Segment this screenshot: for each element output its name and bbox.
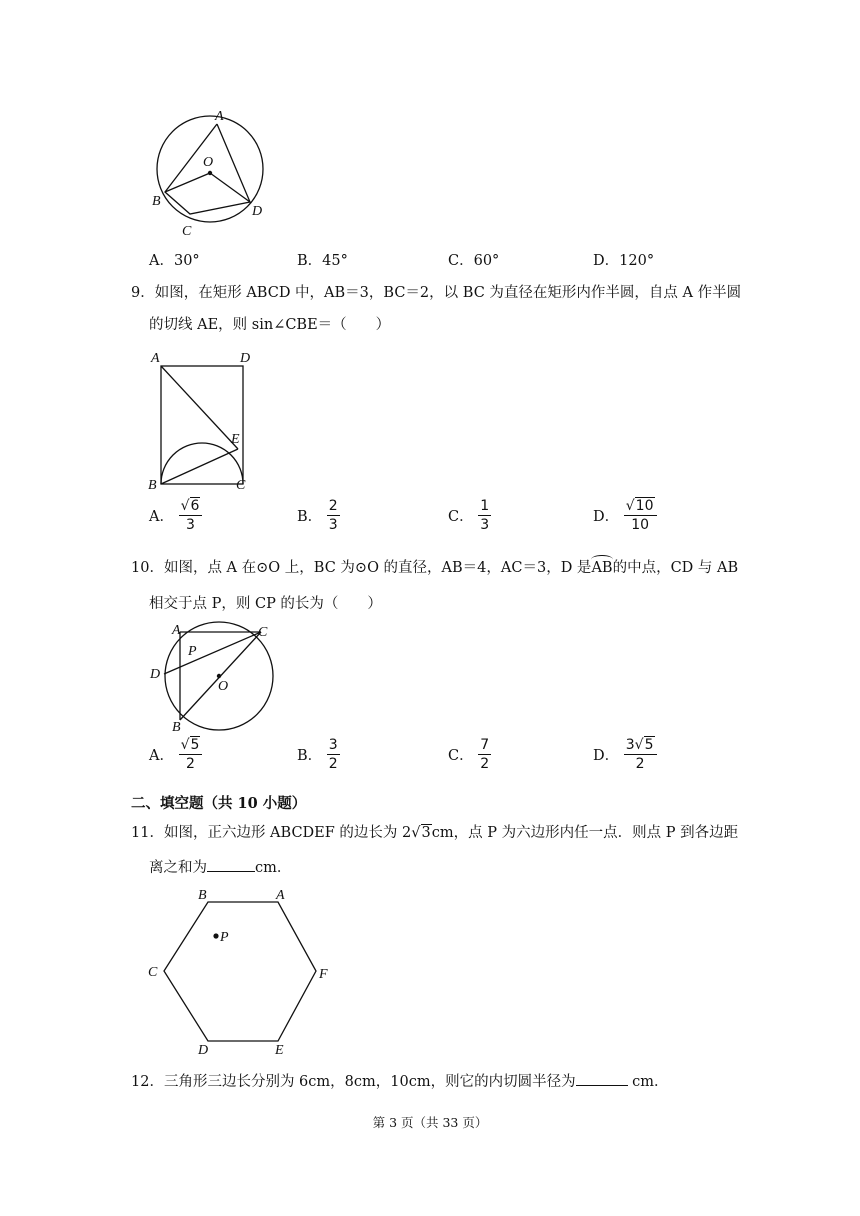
q9-label-b: B — [148, 478, 157, 493]
q10-label-c: C — [258, 625, 268, 640]
q12-answer-blank[interactable] — [576, 1073, 628, 1086]
q8-option-d: D．120° — [593, 253, 655, 269]
q11-label-a: A — [276, 888, 285, 903]
q9-label-e: E — [231, 432, 240, 447]
q9-option-d: D． $\frac{√10}{10}$ — [593, 498, 657, 533]
q10-option-c: C． $\frac{7}{2}$ — [448, 737, 490, 772]
q8-label-d: D — [252, 204, 263, 219]
q10-label-a: A — [172, 623, 181, 638]
q11-label-e: E — [275, 1043, 284, 1058]
q10-option-d: D． $\frac{3√5}{2}$ — [593, 737, 657, 772]
q9-label-d: D — [240, 351, 251, 366]
q8-label-b: B — [152, 194, 161, 209]
q10-option-a: A． $\frac{√5}{2}$ — [149, 737, 202, 772]
q8-option-a: A．30° — [149, 253, 200, 269]
q8-option-c: C．60° — [448, 253, 500, 269]
q11-figure — [140, 885, 340, 1060]
q9-label-a: A — [151, 351, 160, 366]
q10-figure — [140, 618, 290, 738]
q9-option-b: B． $\frac{2}{3}$ — [297, 498, 338, 533]
q9-stem-line2: 的切线 AE，则 sin∠CBE＝（ ） — [149, 317, 391, 333]
q11-stem-line1: 11．如图，正六边形 ABCDEF 的边长为 2√3cm，点 P 为六边形内任一点．则点 P 到各边距 — [131, 825, 739, 841]
q11-label-p: P — [220, 930, 229, 945]
q11-label-b: B — [198, 888, 207, 903]
q8-label-c: C — [182, 224, 192, 239]
q10-stem-line1: 10．如图，点 A 在⊙O 上，BC 为⊙O 的直径，AB＝4，AC＝3，D 是AB的中点，CD 与 AB — [131, 560, 739, 576]
q10-label-p: P — [188, 644, 197, 659]
q8-label-a: A — [215, 109, 224, 124]
q9-option-c: C． $\frac{1}{3}$ — [448, 498, 490, 533]
q8-label-o: O — [203, 155, 214, 170]
page-footer: 第 3 页（共 33 页） — [372, 1115, 488, 1130]
q10-option-b: B． $\frac{3}{2}$ — [297, 737, 338, 772]
q10-label-o: O — [218, 679, 229, 694]
q12-stem: 12．三角形三边长分别为 6cm，8cm，10cm，则它的内切圆半径为 cm． — [131, 1074, 669, 1090]
q11-stem-line2: 离之和为 cm． — [149, 860, 292, 876]
q10-stem-line2: 相交于点 P，则 CP 的长为（ ） — [149, 596, 382, 612]
q8-option-b: B．45° — [297, 253, 348, 269]
q9-option-a: A． $\frac{√6}{3}$ — [149, 498, 202, 533]
q9-stem-line1: 9．如图，在矩形 ABCD 中，AB＝3，BC＝2，以 BC 为直径在矩形内作半圆，自点 A 作半圆 — [131, 285, 742, 301]
q11-label-f: F — [319, 967, 328, 982]
section-fill-in-heading: 二、填空题（共 10 小题） — [131, 795, 307, 812]
q11-answer-blank[interactable] — [207, 859, 255, 872]
q10-label-d: D — [150, 667, 161, 682]
q8-figure — [140, 104, 280, 244]
q11-label-c: C — [148, 965, 158, 980]
q9-figure — [140, 345, 260, 495]
q10-arc-ab: AB — [591, 560, 613, 576]
q10-label-b: B — [172, 720, 181, 735]
q9-label-c: C — [236, 478, 246, 493]
q11-label-d: D — [198, 1043, 209, 1058]
